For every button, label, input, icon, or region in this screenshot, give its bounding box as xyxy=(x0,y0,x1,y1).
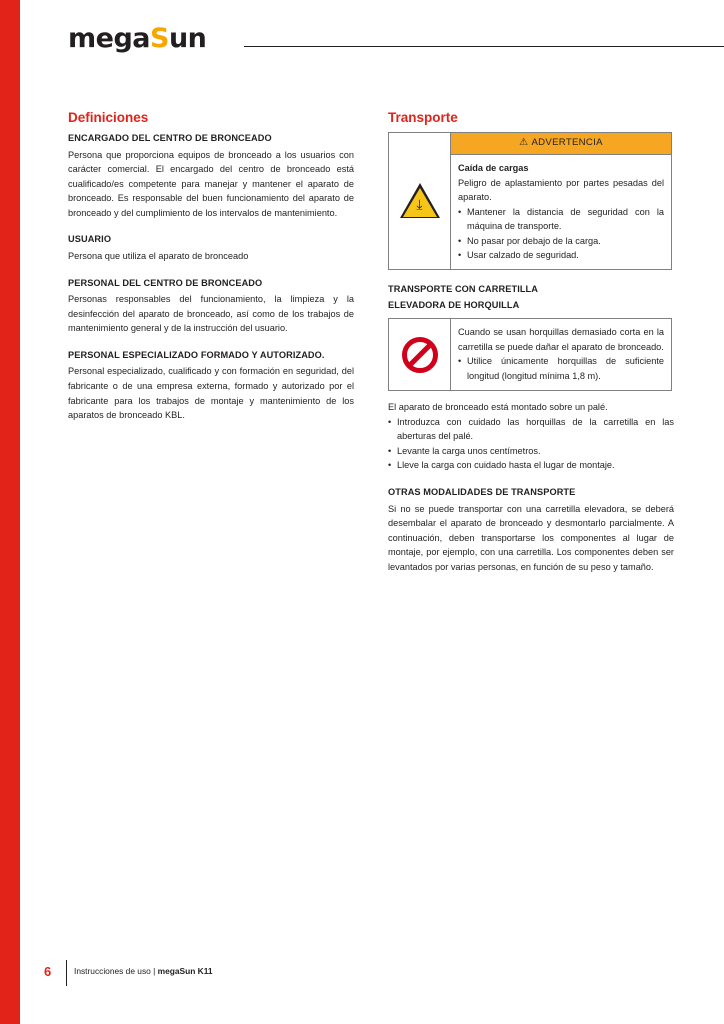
text-pallet: El aparato de bronceado está montado sobre un palé. xyxy=(388,402,608,413)
notice-bullet-list xyxy=(458,354,664,383)
heading-personal-especializado: PERSONAL ESPECIALIZADO FORMADO Y AUTORIZADO. xyxy=(68,349,325,360)
heading-encargado: ENCARGADO DEL CENTRO DE BRONCEADO xyxy=(68,133,272,143)
logo-text-part3: un xyxy=(168,23,207,54)
text-otras-modalidades: Si no se puede transportar con una carretilla elevadora, se deberá desembalar el aparato de bronceado y desmontarlo parcialmente. A continuación, deben transportarse los componentes al lugar de montaje, por ejemplo, con una carretilla. Los componentes deben ser levantados por varias personas, en función de su peso y tamaño. xyxy=(388,503,674,572)
list-item: • No pasar por debajo de la carga. xyxy=(458,234,664,248)
heading-transporte-carretilla-line2: ELEVADORA DE HORQUILLA xyxy=(388,299,520,310)
header-divider xyxy=(244,46,724,47)
footer-caption-bold: megaSun K11 xyxy=(157,966,213,976)
warning-bold-line: Caída de cargas xyxy=(458,162,529,173)
page-edge-bar xyxy=(0,0,20,1024)
left-column xyxy=(68,110,354,423)
page-title-definiciones: Definiciones xyxy=(68,110,149,125)
footer-divider xyxy=(66,960,67,986)
page-title-transporte: Transporte xyxy=(388,110,458,125)
notice-text: Cuando se usan horquillas demasiado corta en la carretilla se puede dañar el aparato de bronceado. xyxy=(458,327,664,352)
text-encargado: Persona que proporciona equipos de bronceado a los usuarios con carácter comercial. El encargado del centro de bronceado está cualificado/es competente para manejar y mantener el aparato de bronceado. Es responsable del buen funcionamiento del aparato de bronceado y del cumplimiento de los intervalos de mantenimiento. xyxy=(68,149,354,218)
heading-usuario: USUARIO xyxy=(68,234,112,245)
logo-text-part2: S xyxy=(150,23,169,54)
pallet-bullet-list xyxy=(388,415,674,473)
list-item: • Usar calzado de seguridad. xyxy=(458,248,664,262)
warning-header-label: ADVERTENCIA xyxy=(531,137,603,148)
page-header xyxy=(68,24,672,60)
notice-content xyxy=(451,319,671,390)
warning-bullet-list xyxy=(458,205,664,263)
prohibition-icon xyxy=(402,337,438,373)
footer-caption xyxy=(74,966,213,976)
notice-pictogram-cell xyxy=(389,319,451,390)
footer-caption-normal: Instrucciones de uso | xyxy=(74,966,158,976)
heading-otras-modalidades: OTRAS MODALIDADES DE TRANSPORTE xyxy=(388,487,576,498)
text-personal-especializado: Personal especializado, cualificado y con formación en seguridad, del fabricante o de una empresa externa, formado y autorizado por el fabricante para los trabajos de montaje y mantenimiento de los aparatos de bronceado KBL. xyxy=(68,366,354,421)
text-personal-centro: Personas responsables del funcionamiento, la limpieza y la desinfección del aparato de bronceado, así como de los trabajos de mantenimiento general y de la instrucción del usuario. xyxy=(68,294,354,334)
crush-hazard-glyph: ⤓ xyxy=(416,196,423,213)
crush-hazard-icon xyxy=(400,183,440,219)
text-usuario: Persona que utiliza el aparato de bronceado xyxy=(68,250,249,261)
notice-body xyxy=(451,319,671,390)
warning-pictogram-cell xyxy=(389,133,451,269)
list-item: • Lleve la carga con cuidado hasta el lugar de montaje. xyxy=(388,458,674,473)
warning-box xyxy=(388,132,672,270)
notice-box xyxy=(388,318,672,391)
heading-personal-centro: PERSONAL DEL CENTRO DE BRONCEADO xyxy=(68,277,263,288)
heading-transporte-carretilla-line1: TRANSPORTE CON CARRETILLA xyxy=(388,284,539,295)
list-item: • Introduzca con cuidado las horquillas de la carretilla en las aberturas del palé. xyxy=(388,415,674,444)
warning-header xyxy=(451,133,671,155)
page-number: 6 xyxy=(44,964,52,979)
warning-body xyxy=(451,155,671,270)
list-item: • Utilice únicamente horquillas de suficiente longitud (longitud mínima 1,8 m). xyxy=(458,354,664,383)
logo-text-part1: mega xyxy=(68,23,150,54)
list-item: • Levante la carga unos centímetros. xyxy=(388,444,674,459)
page-footer xyxy=(36,960,676,986)
warning-triangle-icon: ⚠ xyxy=(519,137,529,148)
brand-logo xyxy=(68,24,672,54)
warning-text: Peligro de aplastamiento por partes pesadas del aparato. xyxy=(458,178,664,203)
warning-content xyxy=(451,133,671,269)
list-item: • Mantener la distancia de seguridad con la máquina de transporte. xyxy=(458,205,664,234)
right-column xyxy=(388,110,674,575)
